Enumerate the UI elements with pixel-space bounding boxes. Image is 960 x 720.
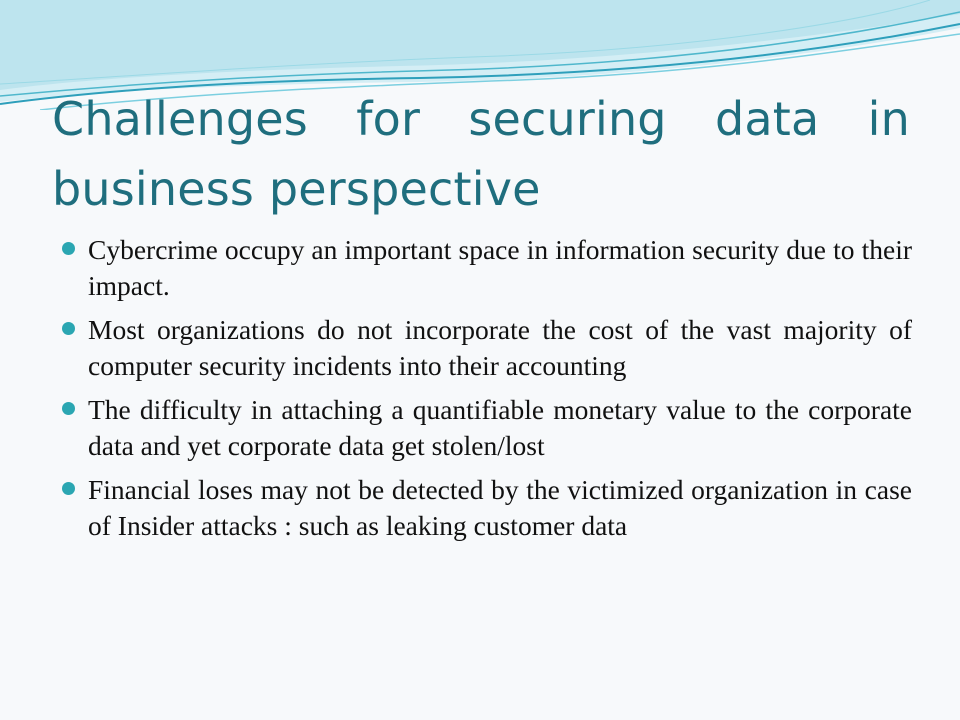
bullet-item xyxy=(62,472,912,544)
bullet-list xyxy=(62,232,912,552)
bullet-dot-icon xyxy=(62,482,75,495)
bullet-dot-icon xyxy=(62,402,75,415)
bullet-item xyxy=(62,232,912,304)
bullet-text: Financial loses may not be detected by the victimized organization in case of Insider attacks : such as leaking customer data xyxy=(88,474,912,541)
bullet-text: Cybercrime occupy an important space in information security due to their impact. xyxy=(88,234,912,301)
bullet-text: Most organizations do not incorporate the cost of the vast majority of computer security incidents into their accounting xyxy=(88,314,912,381)
bullet-item xyxy=(62,392,912,464)
bullet-dot-icon xyxy=(62,242,75,255)
bullet-item xyxy=(62,312,912,384)
bullet-text: The difficulty in attaching a quantifiable monetary value to the corporate data and yet corporate data get stolen/lost xyxy=(88,394,912,461)
slide-title: Challenges for securing data in business perspective xyxy=(52,92,910,216)
bullet-dot-icon xyxy=(62,322,75,335)
